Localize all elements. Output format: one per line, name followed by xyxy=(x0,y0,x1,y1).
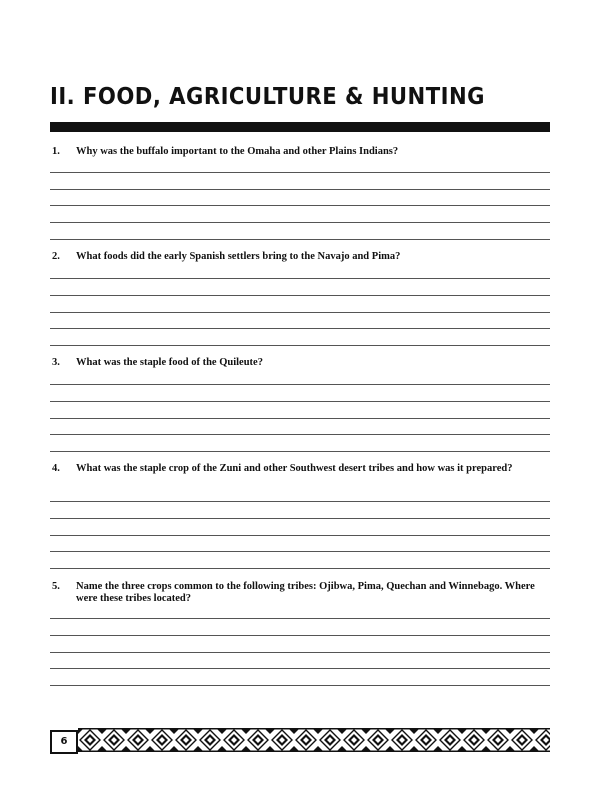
question-number: 3. xyxy=(52,357,60,368)
answer-line[interactable] xyxy=(50,205,550,206)
answer-line[interactable] xyxy=(50,418,550,419)
question-1 xyxy=(50,146,550,158)
answer-line[interactable] xyxy=(50,501,550,502)
question-text: What was the staple crop of the Zuni and other Southwest desert tribes and how was it prepared? xyxy=(76,463,513,474)
answer-line[interactable] xyxy=(50,451,550,452)
question-text: Why was the buffalo important to the Omaha and other Plains Indians? xyxy=(76,146,399,157)
answer-line[interactable] xyxy=(50,189,550,190)
question-5 xyxy=(50,581,550,605)
answer-line[interactable] xyxy=(50,685,550,686)
answer-line[interactable] xyxy=(50,278,550,279)
question-3 xyxy=(50,357,550,369)
answer-line[interactable] xyxy=(50,384,550,385)
question-prompt xyxy=(50,357,550,369)
page-title: II. FOOD, AGRICULTURE & HUNTING xyxy=(50,84,485,110)
answer-line[interactable] xyxy=(50,568,550,569)
answer-line[interactable] xyxy=(50,328,550,329)
question-number: 2. xyxy=(52,251,60,262)
answer-line[interactable] xyxy=(50,239,550,240)
answer-line[interactable] xyxy=(50,295,550,296)
answer-line[interactable] xyxy=(50,635,550,636)
page-number: 6 xyxy=(50,730,78,754)
answer-line[interactable] xyxy=(50,434,550,435)
title-divider xyxy=(50,122,550,132)
question-prompt xyxy=(50,146,550,158)
question-text: What was the staple food of the Quileute? xyxy=(76,357,263,368)
answer-line[interactable] xyxy=(50,222,550,223)
answer-line[interactable] xyxy=(50,518,550,519)
question-number: 4. xyxy=(52,463,60,474)
answer-line[interactable] xyxy=(50,345,550,346)
answer-line[interactable] xyxy=(50,312,550,313)
question-2 xyxy=(50,251,550,263)
answer-line[interactable] xyxy=(50,401,550,402)
question-prompt xyxy=(50,463,550,475)
question-text: Name the three crops common to the following tribes: Ojibwa, Pima, Quechan and Winnebago. Where were these tribes located? xyxy=(76,581,535,604)
answer-line[interactable] xyxy=(50,551,550,552)
answer-line[interactable] xyxy=(50,618,550,619)
decorative-border-pattern xyxy=(78,728,550,752)
answer-line[interactable] xyxy=(50,172,550,173)
question-text: What foods did the early Spanish settlers bring to the Navajo and Pima? xyxy=(76,251,401,262)
answer-line[interactable] xyxy=(50,652,550,653)
answer-line[interactable] xyxy=(50,535,550,536)
answer-line[interactable] xyxy=(50,668,550,669)
question-4 xyxy=(50,463,550,475)
question-number: 1. xyxy=(52,146,60,157)
question-prompt xyxy=(50,251,550,263)
question-prompt xyxy=(50,581,550,605)
question-number: 5. xyxy=(52,581,60,592)
